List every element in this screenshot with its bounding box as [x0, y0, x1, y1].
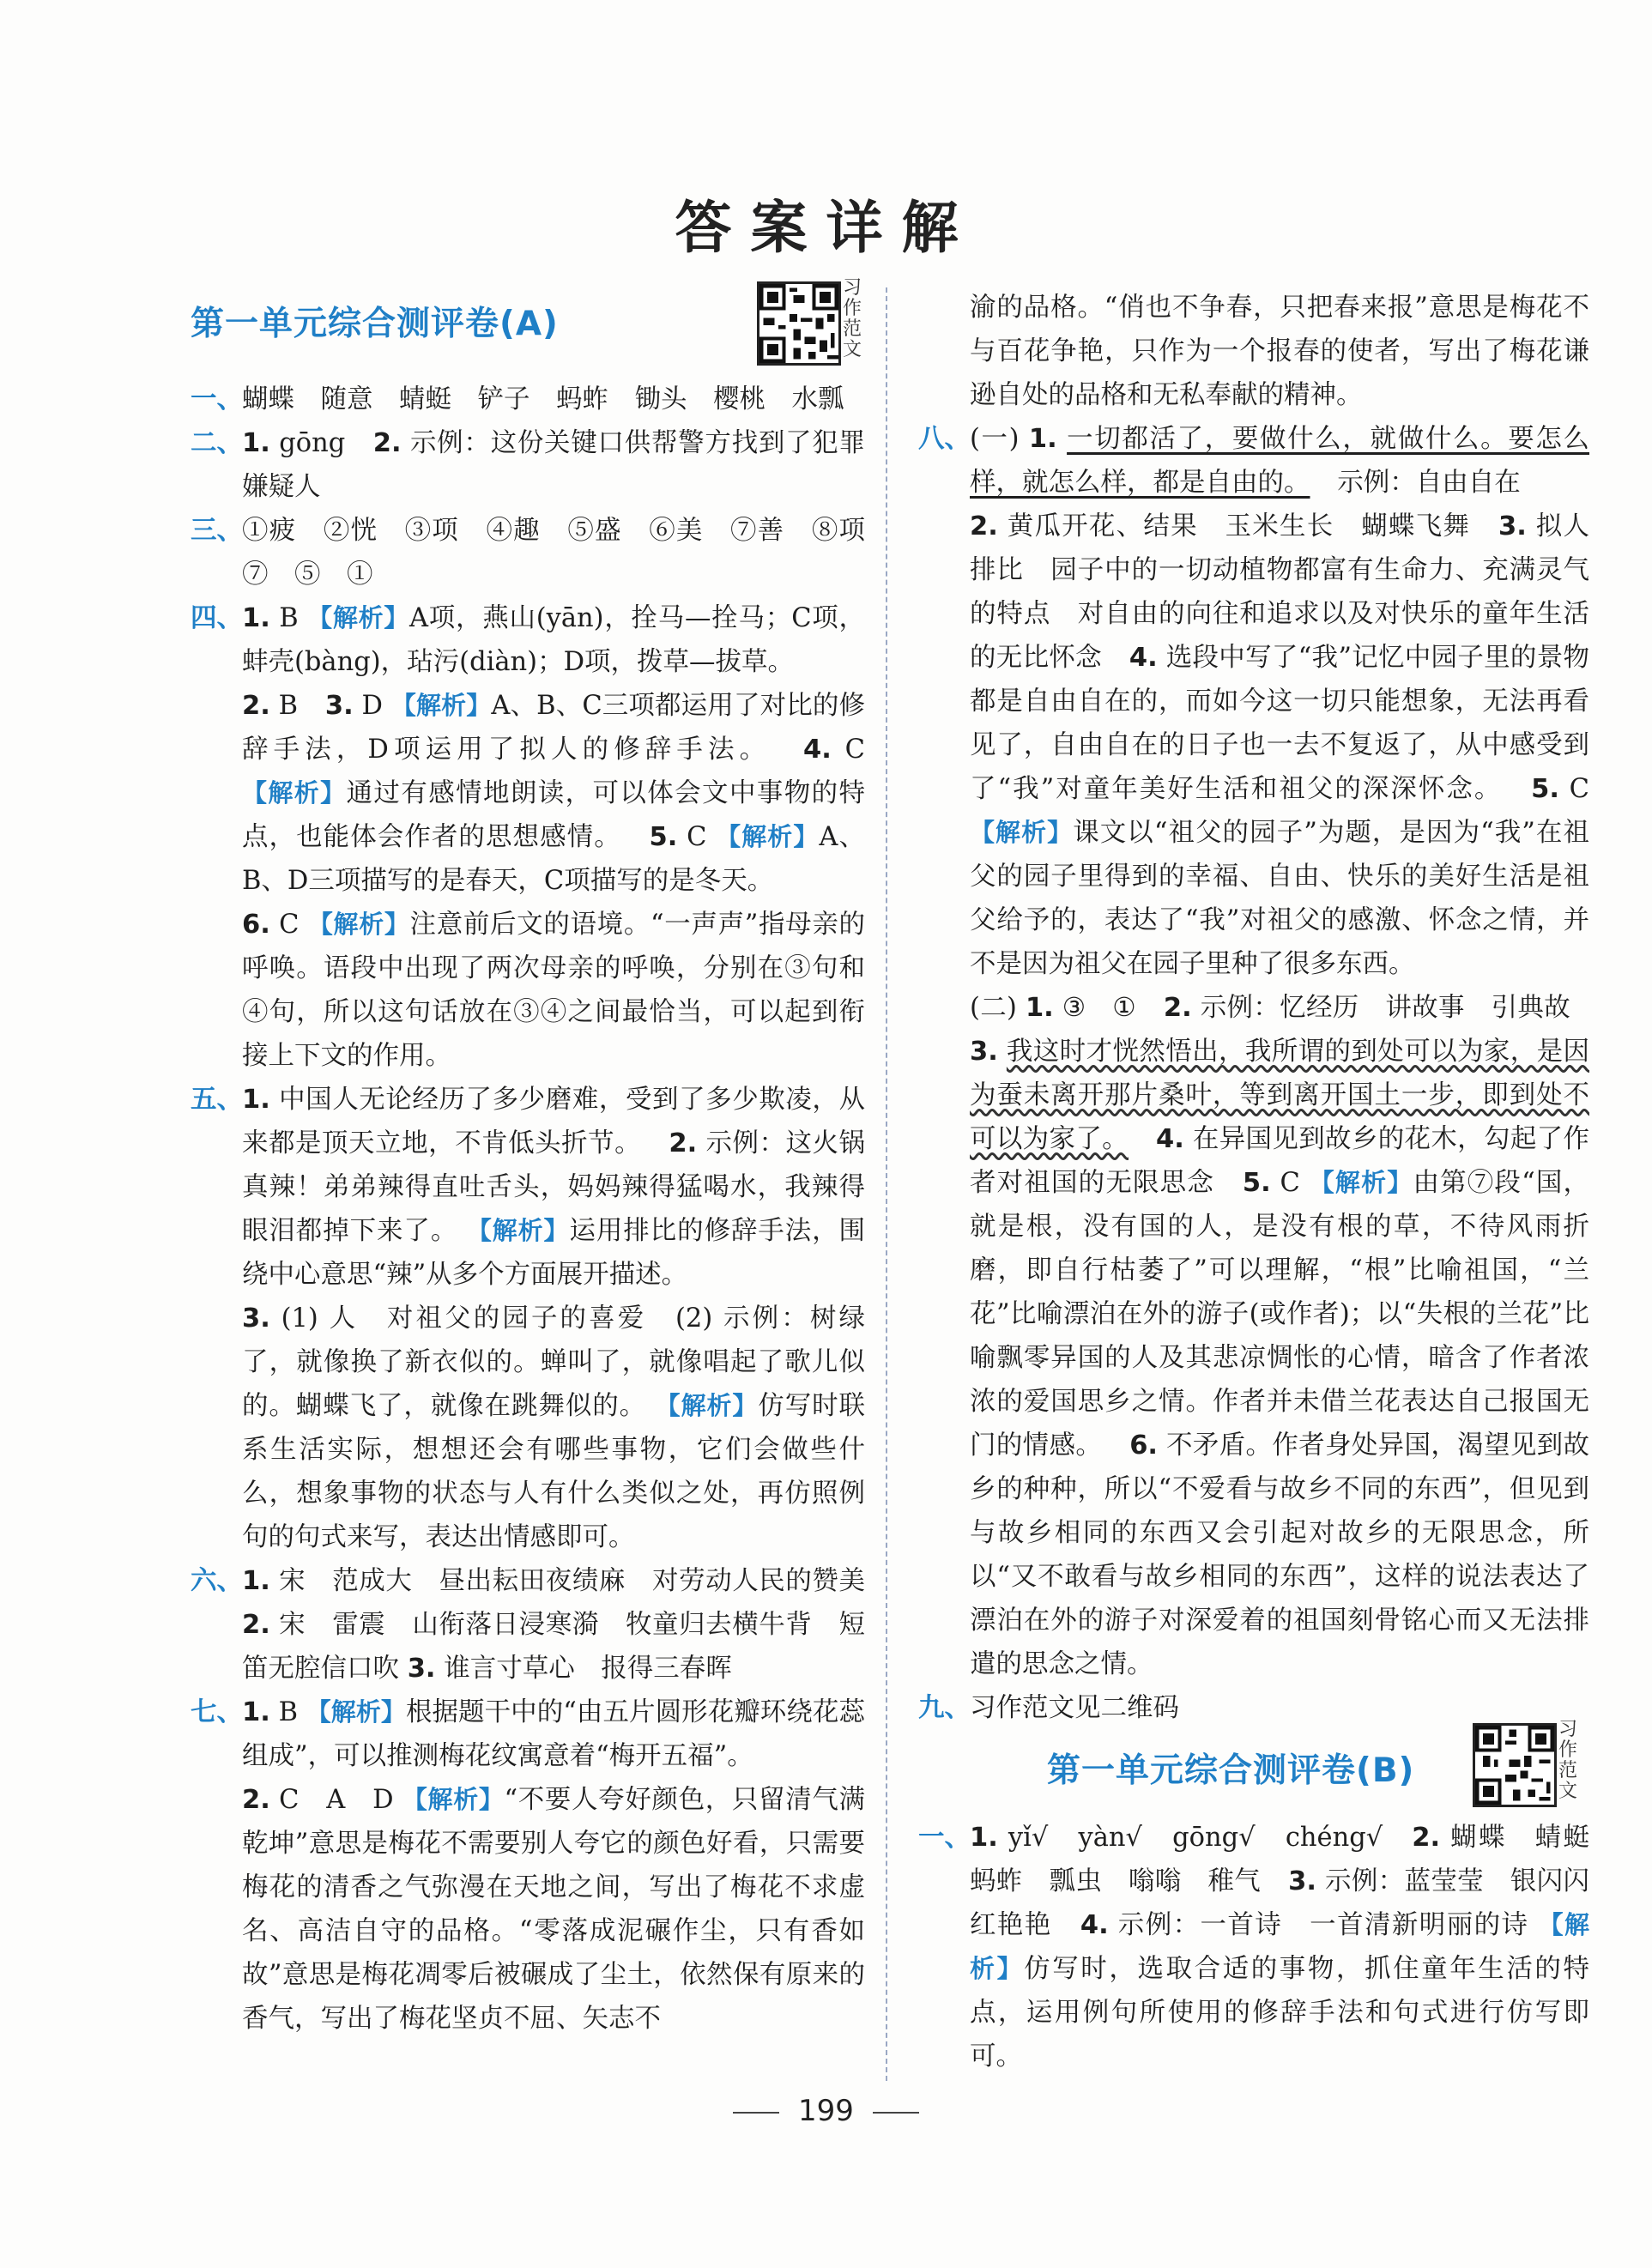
- item-number: 5.: [649, 822, 678, 852]
- section-number: 五、: [191, 1085, 243, 1115]
- item-number: 2.: [669, 1128, 698, 1158]
- analysis-text: 课文以“祖父的园子”为题，是因为“我”在祖父的园子里得到的幸福、自由、快乐的美好生活是祖父给予的，表达了“我”对祖父的感激、怀念之情，并不是因为祖父在园子里种了很多东西。: [970, 818, 1589, 979]
- item-number: 2.: [1163, 993, 1192, 1023]
- analysis-text: 仿写时联系生活实际，想想还会有哪些事物，它们会做些什么，想象事物的状态与人有什么类似之处，再仿照例句的句式来写，表达出情感即可。: [242, 1391, 866, 1552]
- unit-b-title: 第一单元综合测评卷(B): [1047, 1751, 1415, 1790]
- item-number: 1.: [970, 1823, 998, 1853]
- qr-code-icon[interactable]: [757, 281, 841, 366]
- item-number: 4.: [1080, 1910, 1109, 1940]
- item-number: 1.: [1028, 424, 1057, 454]
- section-number: 四、: [191, 603, 243, 633]
- item-number: 1.: [242, 1697, 270, 1727]
- item-number: 1.: [242, 603, 270, 633]
- answer-text: 示例：一首诗 一首清新明丽的诗: [1117, 1910, 1529, 1940]
- item-number: 3.: [242, 1303, 270, 1334]
- item-number: 6.: [1129, 1430, 1158, 1461]
- answer-text: 选段中写了“我”记忆中园子里的景物都是自由自在的，而如今这一切只能想象，无法再看见了，自由自在的日子也一去不复返了，从中感受到了“我”对童年美好生活和祖父的深深怀念。: [970, 643, 1589, 804]
- item-number: 5.: [1242, 1168, 1271, 1198]
- analysis-tag: 【解析】: [242, 778, 347, 807]
- answer-text: 蝴蝶 蜻蜓 蚂蚱 瓢虫 嗡嗡 稚气: [970, 1823, 1616, 1896]
- answer-text: C: [279, 910, 300, 940]
- section-number: 七、: [191, 1697, 243, 1727]
- answer-text: 示例：这火锅真辣！弟弟辣得直吐舌头，妈妈辣得猛喝水，我辣得眼泪都掉下来了。: [242, 1128, 866, 1246]
- item-number: 2.: [242, 1785, 270, 1815]
- section-number: 三、: [191, 516, 243, 546]
- wavy-underlined-answer: 我这时才恍然悟出，我所谓的到处可以为家，是因为蚕未离开那片桑叶，等到离开国土一步，即到处不可以为家了。: [970, 1037, 1590, 1154]
- item-number: 1.: [242, 1085, 270, 1115]
- item-number: 4.: [1129, 643, 1158, 673]
- section-1: [191, 378, 865, 421]
- answer-text: C: [687, 822, 707, 852]
- analysis-text: 根据题干中的“由五片圆形花瓣环绕花蕊组成”，可以推测梅花纹寓意着“梅开五福”。: [242, 1697, 865, 1771]
- qr-code-icon[interactable]: [1473, 1723, 1557, 1807]
- answer-text: C: [844, 735, 866, 765]
- answer-text: 蝴蝶 随意 蜻蜓 铲子 蚂蚱 锄头 樱桃 水瓢: [242, 384, 844, 414]
- answer-text: B: [279, 603, 299, 633]
- answer-text: ①疲 ②恍 ③项 ④趣 ⑤盛 ⑥美 ⑦善 ⑧项 ⑦ ⑤ ①: [242, 516, 892, 590]
- page-title: 答案详解: [675, 195, 977, 261]
- answer-text: 示例：这份关键口供帮警方找到了犯罪嫌疑人: [242, 428, 865, 502]
- section-number: 六、: [191, 1566, 243, 1596]
- item-number: 1.: [242, 428, 270, 458]
- analysis-tag: 【解析】: [390, 691, 492, 720]
- part-label: (一): [970, 424, 1020, 454]
- analysis-text: A项，燕山(yān)，拴马—拴马；C项，蚌壳(bàng)，玷污(diàn)；D项，拨草—拔草。: [242, 603, 866, 677]
- unit-b-section-1: [918, 1816, 1616, 2078]
- analysis-text: 仿写时，选取合适的事物，抓住童年生活的特点，运用例句所使用的修辞手法和句式进行仿写即可。: [970, 1954, 1589, 2071]
- answer-text: B: [278, 691, 299, 721]
- item-number: 2.: [1412, 1823, 1441, 1853]
- analysis-tag: 【解析】: [1309, 1168, 1413, 1197]
- section-4: [191, 596, 865, 1078]
- item-number: 3.: [407, 1654, 436, 1684]
- analysis-tag: 【解析】: [466, 1216, 570, 1245]
- item-number: 3.: [1498, 511, 1527, 541]
- section-5: [191, 1078, 865, 1559]
- answer-text: 宋 范成大 昼出耘田夜绩麻 对劳动人民的赞美: [279, 1566, 865, 1596]
- right-column: [918, 281, 1616, 2078]
- item-number: 1.: [1025, 993, 1054, 1023]
- answer-text: 拟人 排比 园子中的一切动植物都富有生命力、充满灵气的特点 对自由的向往和追求以及对快乐的童年生活的无比怀念: [970, 511, 1616, 673]
- answer-text: C: [1569, 774, 1590, 804]
- analysis-tag: 【解析】: [716, 822, 820, 851]
- analysis-tag: 【解析】: [402, 1785, 505, 1814]
- analysis-tag: 【解析】: [307, 910, 410, 939]
- section-2: [191, 421, 865, 509]
- analysis-tag: 【解析】: [970, 1910, 1589, 1983]
- page-number: 199: [0, 2094, 1652, 2128]
- answer-text: 不矛盾。作者身处异国，渴望见到故乡的种种，所以“不爱看与故乡不同的东西”，但见到与故乡相同的东西又会引起对故乡的无限思念，所以“又不敢看与故乡相同的东西”，这样的说法表达了漂泊在外的游子对深爱着的祖国刻骨铭心而又无法排遣的思念之情。: [970, 1430, 1589, 1679]
- column-divider: [886, 287, 887, 2081]
- section-number: 九、: [918, 1693, 971, 1723]
- analysis-text: 运用排比的修辞手法，围绕中心意思“辣”从多个方面展开描述。: [242, 1216, 866, 1290]
- answer-text: 宋 雷震 山衔落日浸寒漪 牧童归去横牛背 短笛无腔信口吹: [242, 1610, 865, 1684]
- answer-text: ③ ①: [1062, 993, 1136, 1023]
- answer-text: C A D: [279, 1785, 394, 1815]
- item-number: 4.: [803, 735, 832, 765]
- left-column: [191, 277, 892, 2041]
- answer-text: 示例：自由自在: [1337, 468, 1521, 498]
- analysis-tag: 【解析】: [307, 603, 410, 632]
- answer-text: 黄瓜开花、结果 玉米生长 蝴蝶飞舞: [1007, 511, 1471, 541]
- unit-b-header: [918, 1719, 1589, 1816]
- section-number: 一、: [918, 1823, 971, 1853]
- qr-label: 习作范文: [1558, 1719, 1578, 1802]
- unit-a-title: 第一单元综合测评卷(A): [191, 305, 559, 343]
- answer-text: D: [361, 691, 383, 721]
- answer-text: 习作范文见二维码: [970, 1693, 1179, 1723]
- item-number: 4.: [1156, 1124, 1184, 1154]
- answer-text: 谁言寸草心 报得三春晖: [444, 1654, 732, 1684]
- analysis-tag: 【解析】: [306, 1697, 406, 1727]
- item-number: 2.: [970, 511, 998, 541]
- section-number: 八、: [918, 424, 971, 454]
- section-8: [918, 417, 1616, 1686]
- answer-text: 示例：蓝莹莹 银闪闪 红艳艳: [970, 1866, 1616, 1940]
- section-7: [191, 1690, 865, 2041]
- continued-text: 渝的品格。“俏也不争春，只把春来报”意思是梅花不与百花争艳，只作为一个报春的使者，写出了梅花谦逊自处的品格和无私奉献的精神。: [970, 293, 1589, 410]
- answer-text: 在异国见到故乡的花木，勾起了作者对祖国的无限思念: [970, 1124, 1590, 1198]
- answer-text: C: [1280, 1168, 1300, 1198]
- analysis-text: A、B、C三项都运用了对比的修辞手法，D项运用了拟人的修辞手法。: [242, 691, 865, 765]
- answer-text: B: [278, 1697, 298, 1727]
- item-number: 3.: [324, 691, 354, 721]
- section-6: [191, 1559, 865, 1690]
- section-3: [191, 509, 892, 596]
- unit-a-header: [191, 277, 865, 378]
- qr-label: 习作范文: [843, 277, 862, 360]
- answer-text: (1) 人 对祖父的园子的喜爱 (2) 示例：树绿了，就像换了新衣似的。蝉叫了，就像唱起了歌儿似的。蝴蝶飞了，就像在跳舞似的。: [242, 1303, 865, 1421]
- analysis-text: A、B、D三项描写的是春天，C项描写的是冬天。: [242, 822, 865, 896]
- analysis-text: 注意前后文的语境。“一声声”指母亲的呼唤。语段中出现了两次母亲的呼唤，分别在③句和④句，所以这句话放在③④之间最恰当，可以起到衔接上下文的作用。: [242, 910, 865, 1071]
- item-number: 2.: [242, 1610, 270, 1640]
- item-number: 3.: [1288, 1866, 1316, 1896]
- analysis-text: 由第⑦段“国，就是根，没有国的人，是没有根的草，不待风雨折磨，即自行枯萎了”可以理解，“根”比喻祖国，“兰花”比喻漂泊在外的游子(或作者)；以“失根的兰花”比喻飘零异国的人及其悲凉惆怅的心情，暗含了作者浓浓的爱国思乡之情。作者并未借兰花表达自己报国无门的情感。: [970, 1168, 1590, 1461]
- item-number: 3.: [970, 1037, 998, 1067]
- item-number: 2.: [242, 691, 270, 721]
- item-number: 6.: [242, 910, 270, 940]
- answer-text: gōng: [279, 428, 346, 458]
- analysis-tag: 【解析】: [970, 818, 1074, 847]
- section-number: 二、: [191, 428, 243, 458]
- analysis-tag: 【解析】: [655, 1391, 759, 1420]
- answer-text: yǐ√ yàn√ gōng√ chéng√: [1008, 1823, 1383, 1853]
- part-label: (二): [970, 993, 1017, 1023]
- item-number: 5.: [1531, 774, 1559, 804]
- item-number: 2.: [372, 428, 402, 458]
- answer-text: 中国人无论经历了多少磨难，受到了多少欺凌，从来都是顶天立地，不肯低头折节。: [242, 1085, 865, 1158]
- analysis-text: “不要人夸好颜色，只留清气满乾坤”意思是梅花不需要别人夸它的颜色好看，只需要梅花的清香之气弥漫在天地之间，写出了梅花不求虚名、高洁自守的品格。“零落成泥碾作尘，只有香如故”意思是梅花凋零后被碾成了尘土，依然保有原来的香气，写出了梅花坚贞不屈、矢志不: [242, 1785, 865, 2034]
- answer-text: 示例：忆经历 讲故事 引典故: [1200, 993, 1571, 1023]
- item-number: 1.: [242, 1566, 270, 1596]
- underlined-answer: 一切都活了，要做什么，就做什么。要怎么样，就怎么样，都是自由的。: [970, 424, 1590, 498]
- analysis-text: 通过有感情地朗读，可以体会文中事物的特点，也能体会作者的思想感情。: [242, 778, 865, 852]
- section-number: 一、: [191, 384, 243, 414]
